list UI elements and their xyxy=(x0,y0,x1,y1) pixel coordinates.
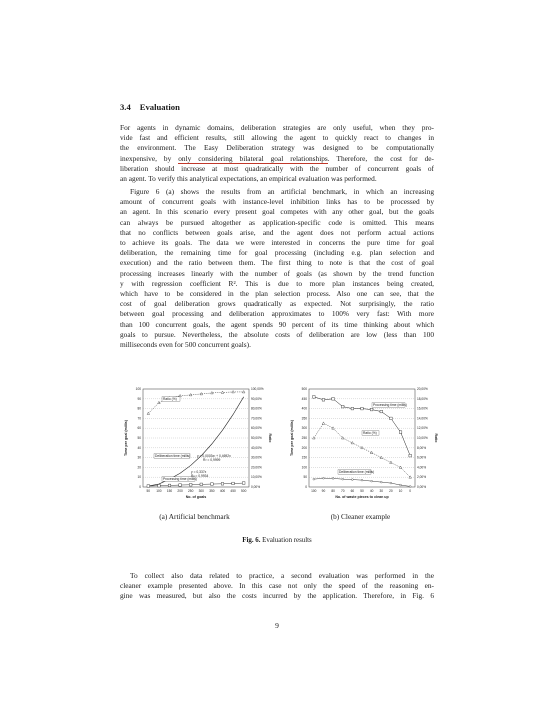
data-point xyxy=(409,486,411,488)
y2-axis-label: Ratio xyxy=(268,433,272,443)
trendline-annotation: y = 0,0003x² + 0,4692x xyxy=(197,454,231,458)
text-line: the environment. The Easy Deliberation strategy was designed to be computationally xyxy=(120,143,434,153)
figure-caption xyxy=(120,537,434,544)
x-tick-label: 350 xyxy=(209,489,215,493)
data-point xyxy=(361,407,364,410)
text-line: an agent. To verify this analytical expectations, an empirical evaluation was performed. xyxy=(120,174,377,184)
x-tick-label: 400 xyxy=(219,489,226,493)
data-point xyxy=(390,417,393,420)
y2-axis-label: Ratio xyxy=(434,433,438,443)
y-tick-label: 80 xyxy=(137,406,141,411)
data-point xyxy=(341,405,344,408)
y-tick-label: 0 xyxy=(139,485,141,489)
y-tick-label: 60 xyxy=(137,426,141,431)
data-point xyxy=(399,431,402,434)
data-point xyxy=(371,480,373,482)
chart-artificial-benchmark xyxy=(117,383,272,508)
x-tick-label: 250 xyxy=(188,489,194,493)
y2-tick-label: 0,00% xyxy=(417,485,427,489)
y-tick-label: 0 xyxy=(305,485,307,489)
data-point xyxy=(221,482,224,485)
data-point xyxy=(200,483,203,486)
y2-tick-label: 60,00% xyxy=(251,426,262,431)
data-point xyxy=(147,485,150,488)
y-tick-label: 250 xyxy=(301,436,307,440)
chart-a-svg xyxy=(117,383,272,508)
data-point xyxy=(323,477,325,479)
y2-tick-label: 40,00% xyxy=(251,445,262,450)
section-number: 3.4 xyxy=(120,102,131,112)
y2-tick-label: 100,00% xyxy=(251,387,264,391)
series-label: Ratio (%) xyxy=(363,431,377,435)
y2-tick-label: 8,00% xyxy=(417,445,427,450)
data-point xyxy=(179,484,182,487)
x-tick-label: 80 xyxy=(331,489,335,493)
highlighted-phrase: only considering bilateral goal relationships xyxy=(178,153,328,163)
text-line: amount of concurrent goals with instance-level inhibition links has to be processed by xyxy=(120,197,434,207)
y-tick-label: 500 xyxy=(301,387,307,391)
y-tick-label: 20 xyxy=(137,465,141,470)
text-line xyxy=(120,154,434,164)
figure-label: Fig. 6. xyxy=(242,537,261,544)
y2-tick-label: 4,00% xyxy=(417,465,427,470)
data-point xyxy=(158,484,161,487)
y-tick-label: 30 xyxy=(137,455,141,460)
series-label: Ratio (%) xyxy=(163,397,177,401)
section-title: Evaluation xyxy=(139,102,180,112)
x-tick-label: 500 xyxy=(241,489,247,493)
y-tick-label: 70 xyxy=(137,416,141,421)
x-axis-label: No. of goals xyxy=(185,495,207,499)
y-tick-label: 50 xyxy=(137,436,141,440)
data-point xyxy=(400,484,402,486)
x-tick-label: 100 xyxy=(311,489,317,493)
y-tick-label: 400 xyxy=(301,406,307,411)
x-tick-label: 150 xyxy=(166,489,173,493)
data-point xyxy=(211,483,214,486)
y2-tick-label: 20,00% xyxy=(251,465,262,470)
y-tick-label: 100 xyxy=(135,387,141,391)
data-point xyxy=(168,484,171,487)
data-point xyxy=(390,482,392,484)
series-label: Deliberation time (millis) xyxy=(339,470,375,474)
text-fragment: inexpensive, by xyxy=(120,153,179,163)
data-point xyxy=(361,479,363,481)
y-tick-label: 10 xyxy=(137,475,141,480)
text-line: cost of goal deliberation grows quadratically as expected. Not surprisingly, the ratio xyxy=(120,299,434,309)
trendline-annotation: y = 0,337x xyxy=(191,470,207,474)
page-number: 9 xyxy=(275,621,279,630)
text-line: milliseconds even for 500 concurrent goals). xyxy=(120,340,251,350)
text-line: to achieve its goals. The data we were interested in concerns the pure time for goal xyxy=(120,238,434,248)
text-line: between goal processing and deliberation approximates to 100% very fast: With more xyxy=(120,309,434,319)
y2-tick-label: 12,00% xyxy=(417,426,428,431)
y-axis-label: Time per goal (millis) xyxy=(290,420,294,456)
x-tick-label: 60 xyxy=(350,489,355,493)
data-point xyxy=(313,478,315,480)
data-point xyxy=(351,479,353,481)
text-line: deliberation, the remaining time for goal processing (including e.g. plan selection and xyxy=(120,248,434,258)
text-line: Figure 6 (a) shows the results from an artificial benchmark, in which an increasing xyxy=(130,187,434,196)
x-tick-label: 30 xyxy=(379,489,384,493)
series-label: Deliberation time (millis) xyxy=(155,454,191,458)
y2-tick-label: 10,00% xyxy=(417,436,428,440)
x-tick-label: 40 xyxy=(369,489,374,493)
text-line: To collect also data related to practice, a second evaluation was performed in the xyxy=(130,571,434,580)
y2-tick-label: 90,00% xyxy=(251,396,262,401)
y-tick-label: 300 xyxy=(301,426,307,431)
data-point xyxy=(322,398,325,401)
y-tick-label: 90 xyxy=(137,396,141,401)
x-tick-label: 450 xyxy=(230,489,236,493)
y2-tick-label: 14,00% xyxy=(417,416,428,421)
y-tick-label: 40 xyxy=(137,445,141,450)
x-tick-label: 300 xyxy=(198,489,204,493)
x-tick-label: 70 xyxy=(340,489,345,493)
y2-tick-label: 30,00% xyxy=(251,455,262,460)
data-point xyxy=(332,477,334,479)
y-tick-label: 150 xyxy=(301,455,307,460)
panel-caption-a: (a) Artificial benchmark xyxy=(159,512,230,521)
text-line: an agent. In this scenario every present goal competes with any other goal, but the goals xyxy=(120,207,434,217)
series-label: Processing time (millis) xyxy=(373,403,407,407)
text-line: can always be pursued altogether as application-specific code is omitted. This means xyxy=(120,217,434,227)
data-point xyxy=(332,398,335,401)
y2-tick-label: 6,00% xyxy=(417,455,427,460)
x-tick-label: 50 xyxy=(360,489,364,493)
paragraph-benchmark xyxy=(120,187,434,350)
y2-tick-label: 2,00% xyxy=(417,475,427,480)
data-point xyxy=(242,482,245,485)
y2-tick-label: 0,00% xyxy=(251,485,261,489)
y-tick-label: 350 xyxy=(301,416,307,421)
text-line: processing increases linearly with the number of goals (as shown by the trend function xyxy=(120,268,434,278)
text-line: For agents in dynamic domains, deliberation strategies are only useful, when they pro- xyxy=(120,123,434,132)
x-tick-label: 100 xyxy=(156,489,162,493)
x-tick-label: 20 xyxy=(389,489,393,493)
x-tick-label: 0 xyxy=(409,489,412,493)
text-line: execution) and the ratio between them. The first thing to note is that the cost of goal xyxy=(120,258,434,268)
series-label: Processing time (millis) xyxy=(163,477,197,481)
section-heading xyxy=(120,102,180,112)
panel-caption-b: (b) Cleaner example xyxy=(330,512,391,521)
data-point xyxy=(342,478,344,480)
figure-caption-text: Evaluation results xyxy=(262,537,312,544)
y-tick-label: 50 xyxy=(303,475,307,480)
chart-b-svg xyxy=(283,383,438,508)
text-fragment: . Therefore, the cost for de- xyxy=(327,153,434,163)
text-line: goals to pursue. Nevertheless, the absolute costs of deliberation are low (less than 100 xyxy=(120,329,434,339)
text-line: that no conflicts between goals arise, and the agent does not perform actual actions xyxy=(120,227,434,237)
y-tick-label: 100 xyxy=(301,465,307,470)
x-tick-label: 200 xyxy=(177,489,183,493)
chart-cleaner-example xyxy=(283,383,438,508)
text-line: y with regression coefficient R². This is due to more plan instances being created, xyxy=(120,278,434,288)
text-line: than 100 concurrent goals, the agent spends 90 percent of its time thinking about which xyxy=(120,319,434,329)
y2-tick-label: 10,00% xyxy=(251,475,262,480)
text-line: liberation should increase at most quadratically with the number of concurrent goals of xyxy=(120,163,434,173)
text-line: vide fast and efficient results, still allowing the agent to quickly react to changes in xyxy=(120,133,434,143)
y2-tick-label: 16,00% xyxy=(417,406,428,411)
data-point xyxy=(380,410,383,413)
data-point xyxy=(380,481,382,483)
x-tick-label: 50 xyxy=(146,489,151,493)
data-point xyxy=(232,482,235,485)
text-line: cleaner example presented above. In this case not only the speed of the reasoning en- xyxy=(120,581,434,591)
y2-tick-label: 20,00% xyxy=(417,387,428,391)
y2-tick-label: 18,00% xyxy=(417,396,428,401)
y2-tick-label: 80,00% xyxy=(251,406,262,411)
x-tick-label: 90 xyxy=(321,489,326,493)
paragraph-cleaner xyxy=(120,571,434,602)
data-point xyxy=(351,407,354,410)
text-line: gine was measured, but also the costs incurred by the application. Therefore, in Fig. 6 xyxy=(120,591,434,601)
data-point xyxy=(409,454,412,457)
data-point xyxy=(189,483,192,486)
paragraph-intro xyxy=(120,123,434,184)
y-tick-label: 450 xyxy=(301,396,307,401)
x-axis-label: No. of waste pieces to clean up xyxy=(335,495,389,499)
y2-tick-label: 70,00% xyxy=(251,416,262,421)
x-tick-label: 10 xyxy=(398,489,403,493)
y-axis-label: Time per goal (millis) xyxy=(124,420,128,456)
text-line: which have to be considered in the plan selection process. Also one can see, that the xyxy=(120,289,434,299)
trendline-annotation: R² = 0,9934 xyxy=(191,474,209,478)
trendline-annotation: R² = 0,9999 xyxy=(203,458,221,462)
y-tick-label: 200 xyxy=(301,445,307,450)
y2-tick-label: 50,00% xyxy=(251,436,262,440)
data-point xyxy=(313,396,316,399)
data-point xyxy=(370,408,373,411)
